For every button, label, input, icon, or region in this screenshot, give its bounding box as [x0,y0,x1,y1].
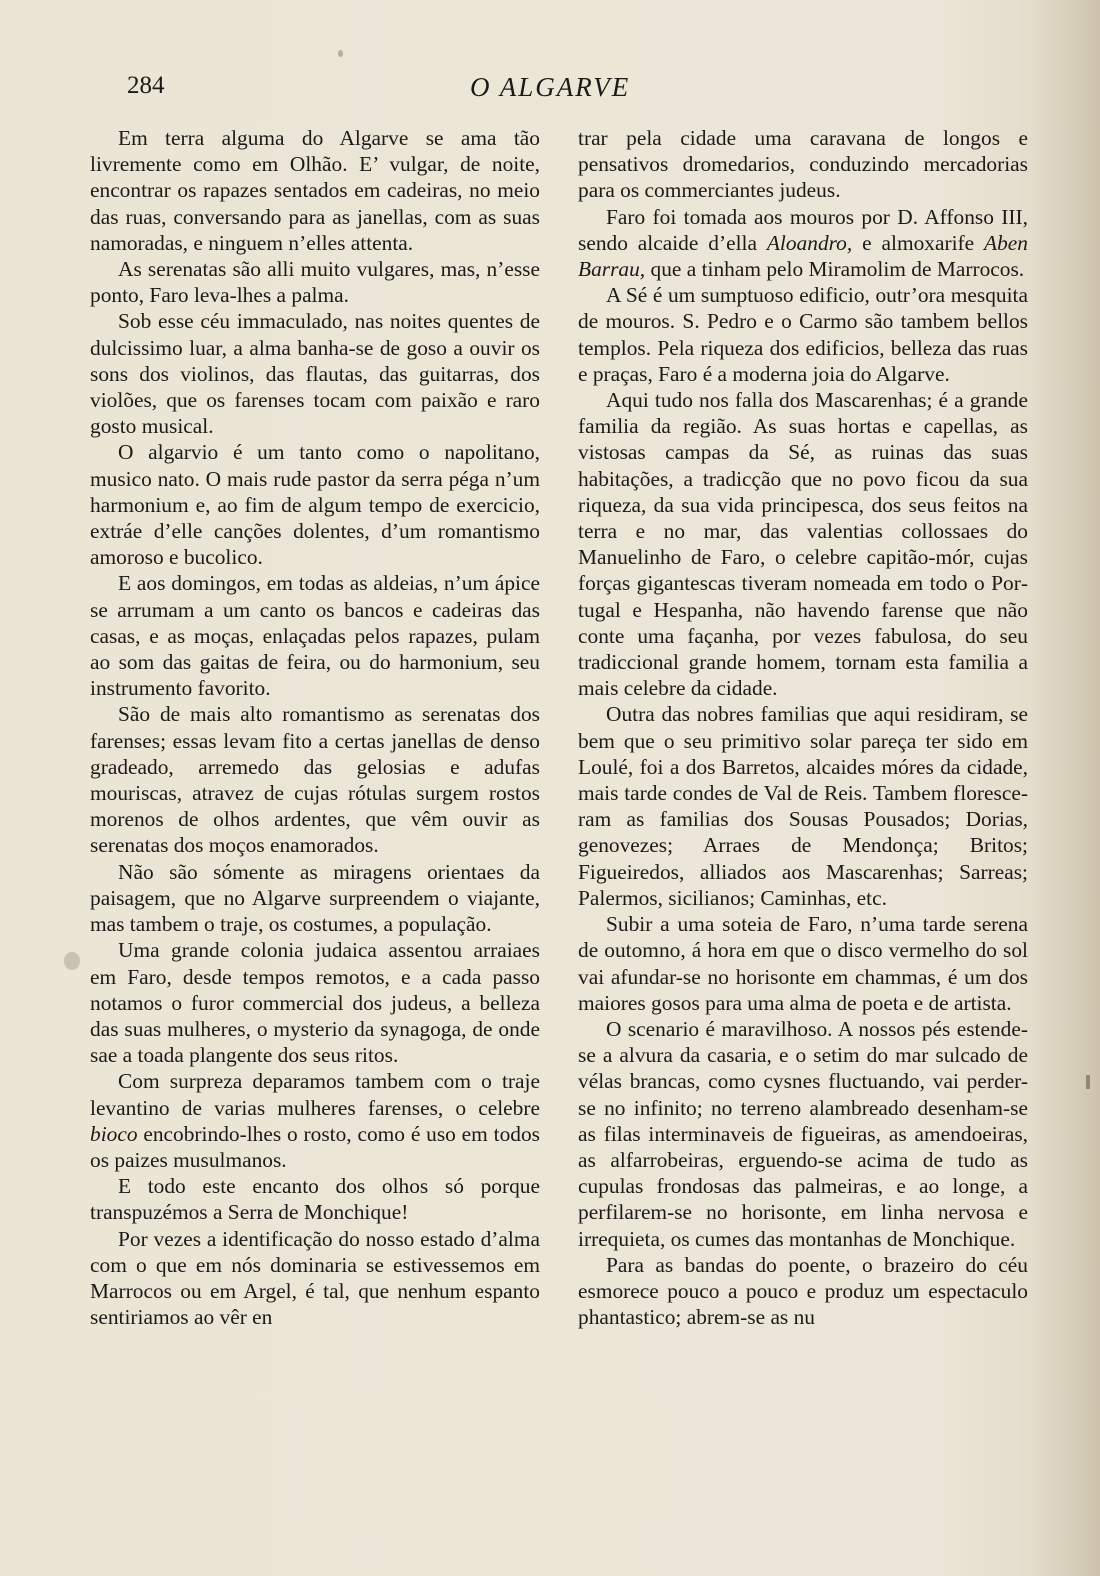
page-header [0,66,1100,106]
conquest-text-before: Faro foi tomada aos mouros por D. Affonso III, sendo alcaide d’ella [578,204,1028,255]
aloandro-italic: Aloandro, [766,230,853,255]
conquest-text-after: que a tinham pelo Miramolim de Marrocos. [645,257,1025,282]
paragraph-moonlit-music: Sob esse céu immaculado, nas noites quentes de dulcissimo luar, a alma banha-se de goso a ouvir os sons dos violinos, das flautas, das guitarras, dos violões, que os farenses tocam com paixão e raro gosto musical. [90,309,540,439]
paragraph-algarvio-musician: O algarvio é um tanto como o napolitano, musico nato. O mais rude pastor da serra péga n’um harmonium e, ao fim de algum tempo de exercicio, extráe d’elle canções dolentes, d’um romantismo amoroso e bucolico. [90,440,540,570]
paper-speck [64,952,80,970]
paragraph-mascarenhas: Aqui tudo nos falla dos Mascarenhas; é a grande familia da região. As suas hortas e capellas, as vistosas campas da Sé, as ruinas das suas habitações, a tradicção que no povo ficou da sua riqueza, da sua vida principesca, dos seus feitos na terra e no mar, das valentias collossaes do Manuelinho de Faro, o celebre capitão-mór, cujas forças gigantescas tiveram nomeada em todo o Portugal e Hespanha, não havendo farense que não conte uma façanha, por vezes fabulosa, do seu tradiccional grande homem, tornam esta familia a mais celebre da cidade. [578,388,1028,701]
bioco-text-after: encobrindo-lhes o rosto, como é uso em todos os paizes musulmanos. [90,1121,540,1172]
aben-barrau-italic: Aben Barrau, [578,230,1028,282]
paper-speck [1086,1075,1090,1089]
page-number: 284 [127,72,165,99]
paper-speck [338,50,343,57]
paragraph-jewish-colony: Uma grande colonia judaica assentou arraiaes em Faro, desde tempos remotos, e a cada passo notamos o furor commercial dos judeus, a belleza das suas mulheres, o mysterio da synagoga, de onde sae a toada plangente dos seus ritos. [90,938,540,1068]
paragraph-soteia-sunset: Subir a uma soteia de Faro, n’uma tarde serena de outomno, á hora em que o disco vermelho do sol vai afundar-se no horisonte em chammas, é um dos maiores gosos para uma alma de poeta e de artista. [578,912,1028,1015]
paragraph-faro-conquest [578,204,1028,283]
bioco-text-before: Com surpreza deparamos tambem com o traje levantino de varias mulheres farenses, o celebre [90,1069,540,1120]
right-text-column [578,125,1028,1330]
paragraph-poente: Para as bandas do poente, o brazeiro do céu esmorece pouco a pouco e produz um espectaculo phantastico; abrem-se as nu [578,1252,1028,1330]
paragraph-bioco-costume [90,1068,540,1173]
paragraph-noble-families: Outra das nobres familias que aqui residiram, se bem que o seu primitivo solar pareça ter sido em Loulé, foi a dos Barretos, alcaides móres da cidade, mais tarde condes de Val de Reis. Tambem floresceram as familias dos Sousas Pousados; Dorias, genovezes; Arraes de Mendonça; Britos; Figueiredos, alliados aos Mascarenhas; Sarreas; Palermos, sicilianos; Caminhas, etc. [578,702,1028,910]
bioco-italic: bioco [90,1121,138,1146]
paragraph-identification: Por vezes a identificação do nosso estado d’alma com o que em nós dominaria se estivessemos em Marrocos ou em Argel, é tal, que nenhum espanto sentiriamos ao vêr en [90,1226,540,1330]
paragraph-sunday-dances: E aos domingos, em todas as aldeias, n’um ápice se arrumam a um canto os bancos e cadeiras das casas, e as moças, enlaçadas pelos rapazes, pulam ao som das gaitas de feira, ou do harmonium, seu instrumento favorito. [90,571,540,701]
left-text-column [90,125,540,1330]
conquest-text-middle: e almoxarife [852,230,985,255]
paragraph-olhao-courtship: Em terra alguma do Algarve se ama tão livremente como em Olhão. E’ vulgar, de noite, encontrar os rapazes sentados em cadeiras, no meio das ruas, conversando para as janellas, com as suas namoradas, e ninguem n’elles attenta. [90,126,540,255]
paragraph-scenario: O scenario é maravilhoso. A nossos pés estende-se a alvura da casaria, e o setim do mar sulcado de vélas brancas, como cysnes fluctuando, vai perder-se no infinito; no terreno alambreado desenham-se as filas interminaveis de figueiras, as amendoeiras, as alfarrobeiras, erguendo-se acima de tudo as cupulas frondosas das palmeiras, e ao longe, a perfilarem-se no horisonte, em linha nervosa e irrequieta, os cumes das montanhas de Monchique. [578,1016,1028,1251]
paragraph-serra-monchique: E todo este encanto dos olhos só porque transpuzémos a Serra de Monchique! [90,1174,540,1225]
paragraph-oriental-mirages: Não são sómente as miragens orientaes da paisagem, que no Algarve surpreendem o viajante, mas tambem o traje, os costumes, a população. [90,859,540,937]
running-title: O ALGARVE [470,72,631,102]
paragraph-serenatas-faro: As serenatas são alli muito vulgares, mas, n’esse ponto, Faro leva-lhes a palma. [90,257,540,308]
paragraph-se-cathedral: A Sé é um sumptuoso edificio, outr’ora mesquita de mouros. S. Pedro e o Carmo são tambem bellos templos. Pela riqueza dos edificios, belleza das ruas e praças, Faro é a moderna joia do Algarve. [578,283,1028,386]
paragraph-caravan-continued: trar pela cidade uma caravana de longos e pensativos dromedarios, conduzindo mercadorias para os commerciantes judeus. [578,126,1028,203]
paragraph-romantic-serenatas: São de mais alto romantismo as serenatas dos farenses; essas levam fito a certas janellas de denso gradeado, arremedo das gelosias e adufas mouriscas, atravez de cujas rótulas surgem rostos morenos de olhos ardentes, que vêm ouvir as serenatas dos moços enamorados. [90,702,540,858]
